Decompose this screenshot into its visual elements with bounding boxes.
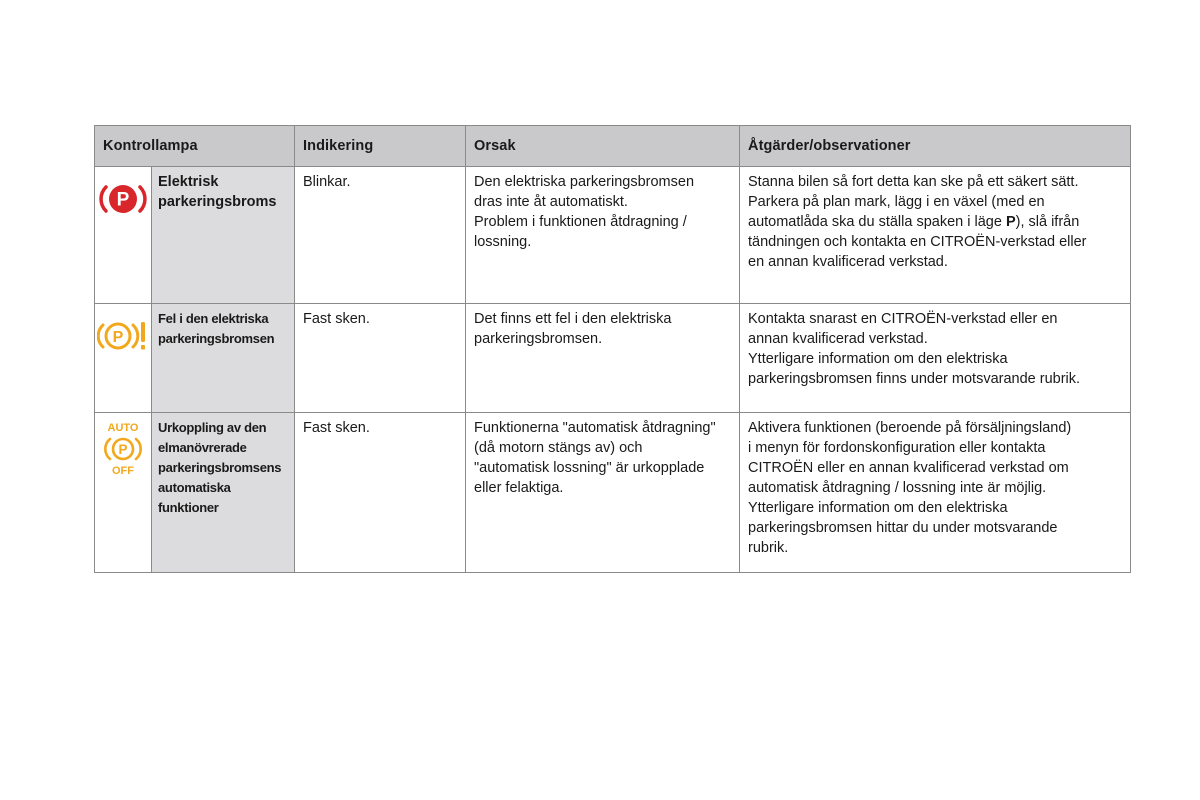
icon-label-off: OFF	[112, 465, 134, 477]
header-cause: Orsak	[466, 126, 740, 167]
action-line: Ytterligare information om den elektriska	[748, 351, 1008, 367]
action-line: Aktivera funktionen (beroende på försäljningsland)	[748, 420, 1072, 436]
header-action: Åtgärder/observationer	[740, 126, 1131, 167]
lamp-name-line: funktioner	[158, 500, 219, 515]
table-header-row	[95, 126, 1131, 167]
amber-parking-brake-fault-icon	[95, 304, 151, 358]
cause-line: lossning.	[474, 234, 532, 250]
indication-cell	[295, 413, 466, 573]
cause-line: parkeringsbromsen.	[474, 331, 603, 347]
action-line: Stanna bilen så fort detta kan ske på ett säkert sätt.	[748, 174, 1079, 190]
lamp-name-line: Fel i den elektriska	[158, 311, 269, 326]
lamp-name-line: elmanövrerade	[158, 440, 247, 455]
cause-line: Funktionerna "automatisk åtdragning"	[474, 420, 716, 436]
cause-cell	[466, 413, 740, 573]
svg-text:P: P	[116, 189, 130, 211]
icon-label-auto: AUTO	[107, 422, 139, 434]
lamp-name-line: parkeringsbromsen	[158, 331, 275, 346]
lamp-icon-cell	[95, 304, 152, 413]
amber-auto-p-off-icon	[95, 413, 151, 477]
svg-text:P: P	[112, 329, 124, 346]
action-line: CITROËN eller en annan kvalificerad verkstad om	[748, 460, 1069, 476]
cause-line: Den elektriska parkeringsbromsen	[474, 174, 695, 190]
action-line: parkeringsbromsen finns under motsvarande rubrik.	[748, 371, 1081, 387]
lamp-name-line: parkeringsbroms	[158, 194, 277, 210]
indication-line: Fast sken.	[303, 311, 370, 327]
action-cell	[740, 304, 1131, 413]
cause-cell	[466, 304, 740, 413]
lamp-name-line: Urkoppling av den	[158, 420, 267, 435]
cause-line: "automatisk lossning" är urkopplade	[474, 460, 705, 476]
header-lamp: Kontrollampa	[95, 126, 295, 167]
action-line: rubrik.	[748, 540, 789, 556]
action-cell	[740, 413, 1131, 573]
lamp-icon-cell	[95, 167, 152, 304]
cause-line: dras inte åt automatiskt.	[474, 194, 628, 210]
warning-lamp-table	[94, 125, 1131, 573]
lamp-name	[152, 304, 295, 413]
table-row	[95, 167, 1131, 304]
action-line: Parkera på plan mark, lägg i en växel (med en	[748, 194, 1045, 210]
svg-text:P: P	[118, 442, 128, 457]
lamp-name-line: automatiska	[158, 480, 231, 495]
lamp-name-line: parkeringsbromsens	[158, 460, 282, 475]
indication-line: Fast sken.	[303, 420, 370, 436]
header-indication: Indikering	[295, 126, 466, 167]
cause-line: eller felaktiga.	[474, 480, 564, 496]
cause-line: Problem i funktionen åtdragning /	[474, 214, 687, 230]
table-row	[95, 413, 1131, 573]
action-line: tändningen och kontakta en CITROËN-verkstad eller	[748, 234, 1087, 250]
action-line: automatisk åtdragning / lossning inte är möjlig.	[748, 480, 1047, 496]
action-line: parkeringsbromsen hittar du under motsvarande	[748, 520, 1058, 536]
action-line: Kontakta snarast en CITROËN-verkstad eller en	[748, 311, 1058, 327]
lamp-name	[152, 413, 295, 573]
table-row	[95, 304, 1131, 413]
action-line: en annan kvalificerad verkstad.	[748, 254, 948, 270]
indication-cell	[295, 167, 466, 304]
lamp-icon-cell	[95, 413, 152, 573]
indication-line: Blinkar.	[303, 174, 351, 190]
action-cell	[740, 167, 1131, 304]
indication-cell	[295, 304, 466, 413]
lamp-name	[152, 167, 295, 304]
cause-line: Det finns ett fel i den elektriska	[474, 311, 672, 327]
action-line: annan kvalificerad verkstad.	[748, 331, 928, 347]
cause-line: (då motorn stängs av) och	[474, 440, 643, 456]
action-line: automatlåda ska du ställa spaken i läge P), slå ifrån	[748, 214, 1080, 230]
lamp-name-line: Elektrisk	[158, 174, 219, 190]
action-line: i menyn för fordonskonfiguration eller kontakta	[748, 440, 1046, 456]
cause-cell	[466, 167, 740, 304]
red-parking-brake-icon	[95, 167, 151, 221]
action-line: Ytterligare information om den elektriska	[748, 500, 1008, 516]
